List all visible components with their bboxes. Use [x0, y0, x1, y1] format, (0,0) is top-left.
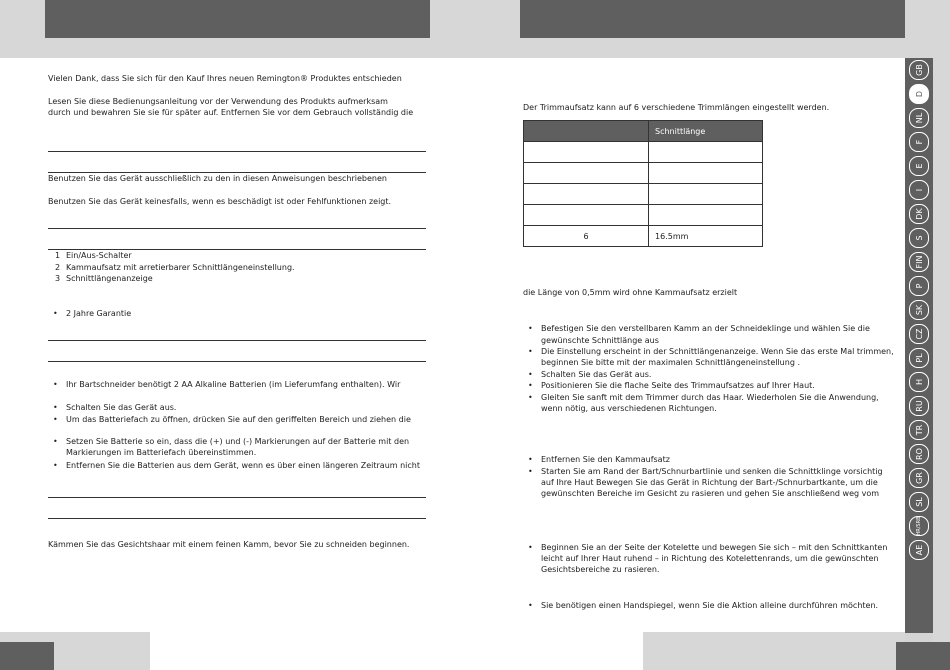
language-tab-nl[interactable]: NL — [909, 108, 929, 128]
setting-cell — [524, 205, 649, 226]
trim-step: • Befestigen Sie den verstellbaren Kamm an der Schneideklinge und wählen Sie die — [541, 323, 870, 334]
length-cell — [649, 142, 763, 163]
left-header-bar — [45, 0, 430, 38]
trim-step: • Positionieren Sie die flache Seite des Trimmaufsatzes auf Ihrer Haut. — [541, 380, 815, 391]
right-page — [475, 0, 905, 670]
trim-length-table — [523, 120, 763, 247]
language-tab-e[interactable]: E — [909, 156, 929, 176]
table-row — [524, 163, 763, 184]
left-page-tab — [0, 642, 54, 670]
part-number: 1 — [55, 251, 61, 260]
language-tab-cz[interactable]: CZ — [909, 324, 929, 344]
part-number: 3 — [55, 274, 61, 283]
trim-step-cont: wenn nötig, aus verschiedenen Richtungen. — [541, 404, 717, 413]
intro-line-3: durch und bewahren Sie sie für später auf. Entfernen Sie vor dem Gebrauch vollständig die — [48, 108, 414, 117]
mirror-note: • Sie benötigen einen Handspiegel, wenn Sie die Aktion alleine durchführen möchten. — [541, 600, 878, 611]
length-cell — [649, 205, 763, 226]
edge-step-cont: auf Ihre Haut Bewegen Sie das Gerät in Richtung der Bart-/Schnurbartkante, um die — [541, 478, 878, 487]
length-cell — [649, 184, 763, 205]
battery-item: • Um das Batteriefach zu öffnen, drücken Sie auf den geriffelten Bereich und ziehen die — [66, 414, 411, 425]
language-tab-pl[interactable]: PL — [909, 348, 929, 368]
edge-step: • Starten Sie am Rand der Bart/Schnurbartlinie und senken die Schnittklinge vorsichtig — [541, 466, 883, 477]
setting-cell: 6 — [524, 226, 649, 247]
intro-line-2: Lesen Sie diese Bedienungsanleitung vor der Verwendung des Produkts aufmerksam — [48, 97, 388, 106]
language-tab-ro[interactable]: RO — [909, 444, 929, 464]
trim-step: • Gleiten Sie sanft mit dem Trimmer durch das Haar. Wiederholen Sie die Anwendung, — [541, 392, 879, 403]
language-tab-i[interactable]: I — [909, 180, 929, 200]
table-row — [524, 226, 763, 247]
right-header-bar — [520, 0, 905, 38]
language-tab-gr[interactable]: GR — [909, 468, 929, 488]
battery-item: • Entfernen Sie die Batterien aus dem Gerät, wenn es über einen längeren Zeitraum nicht — [66, 460, 420, 471]
trim-intro: Der Trimmaufsatz kann auf 6 verschiedene Trimmlängen eingestellt werden. — [523, 103, 830, 112]
caution-line-2: Benutzen Sie das Gerät keinesfalls, wenn es beschädigt ist oder Fehlfunktionen zeigt. — [48, 197, 392, 206]
comb-instruction: Kämmen Sie das Gesichtshaar mit einem feinen Kamm, bevor Sie zu schneiden beginnen. — [48, 540, 410, 549]
length-cell: 16.5mm — [649, 226, 763, 247]
edge-step: • Entfernen Sie den Kammaufsatz — [541, 454, 670, 465]
divider — [48, 151, 426, 152]
language-tab-s[interactable]: S — [909, 228, 929, 248]
language-tab-d[interactable]: D — [909, 84, 929, 104]
trim-step: • Die Einstellung erscheint in der Schnittlängenanzeige. Wenn Sie das erste Mal trimmen, — [541, 346, 894, 357]
length-cell — [649, 163, 763, 184]
part-number: 2 — [55, 263, 61, 272]
warranty-item: • 2 Jahre Garantie — [66, 308, 131, 319]
battery-item: • Schalten Sie das Gerät aus. — [66, 402, 176, 413]
sideburn-step-cont: leicht auf Ihrer Haut ruhend – in Richtung des Kotelettenrands, um die gewünschten — [541, 554, 879, 563]
setting-cell — [524, 142, 649, 163]
language-tab-hr-srb[interactable]: HR/SRB — [909, 516, 929, 536]
part-label: Schnittlängenanzeige — [66, 274, 153, 283]
right-edge-top — [905, 0, 933, 58]
table-row — [524, 184, 763, 205]
divider — [48, 228, 426, 229]
part-label: Ein/Aus-Schalter — [66, 251, 132, 260]
trim-step-cont: gewünschte Schnittlänge aus — [541, 336, 659, 345]
language-tab-ru[interactable]: RU — [909, 396, 929, 416]
trim-step-cont: beginnen Sie bitte mit der maximalen Schnittlängeneinstellung . — [541, 358, 800, 367]
sideburn-step: • Beginnen Sie an der Seite der Kotelette und bewegen Sie sich – mit den Schnittkanten — [541, 542, 887, 553]
right-edge-band — [933, 0, 950, 670]
part-label: Kammaufsatz mit arretierbarer Schnittlängeneinstellung. — [66, 263, 295, 272]
language-tab-ae[interactable]: AE — [909, 540, 929, 560]
language-tab-gb[interactable]: GB — [909, 60, 929, 80]
table-note: die Länge von 0,5mm wird ohne Kammaufsatz erzielt — [523, 288, 738, 297]
right-page-tab — [896, 642, 950, 670]
divider — [48, 518, 426, 519]
battery-item: • Ihr Bartschneider benötigt 2 AA Alkaline Batterien (im Lieferumfang enthalten). Wir — [66, 379, 400, 390]
setting-cell — [524, 163, 649, 184]
sideburn-step-cont: Gesichtsbereiche zu rasieren. — [541, 565, 660, 574]
language-tab-sk[interactable]: SK — [909, 300, 929, 320]
language-tab-p[interactable]: P — [909, 276, 929, 296]
divider — [48, 340, 426, 341]
caution-line-1: Benutzen Sie das Gerät ausschließlich zu den in diesen Anweisungen beschriebenen — [48, 174, 387, 183]
trim-step: • Schalten Sie das Gerät aus. — [541, 369, 651, 380]
language-tab-f[interactable]: F — [909, 132, 929, 152]
table-row — [524, 205, 763, 226]
language-tabs — [905, 58, 933, 564]
language-tab-h[interactable]: H — [909, 372, 929, 392]
language-tab-tr[interactable]: TR — [909, 420, 929, 440]
table-row — [524, 142, 763, 163]
divider — [48, 497, 426, 498]
table-header-cell — [524, 121, 649, 142]
edge-step-cont: gewünschten Bereiche im Gesicht zu rasieren und gehen Sie anschließend weg vom — [541, 489, 880, 498]
battery-item: • Setzen Sie Batterie so ein, dass die (+) und (-) Markierungen auf der Batterie mit den — [66, 436, 409, 447]
table-header-cell: Schnittlänge — [649, 121, 763, 142]
language-tab-fin[interactable]: FIN — [909, 252, 929, 272]
divider — [48, 361, 426, 362]
intro-line-1: Vielen Dank, dass Sie sich für den Kauf Ihres neuen Remington® Produktes entschieden — [48, 74, 402, 83]
right-bottom-band — [643, 632, 905, 670]
table-header-row — [524, 121, 763, 142]
language-tab-dk[interactable]: DK — [909, 204, 929, 224]
language-tab-sl[interactable]: SL — [909, 492, 929, 512]
battery-item-cont: Markierungen im Batteriefach übereinstimmen. — [66, 448, 257, 457]
setting-cell — [524, 184, 649, 205]
